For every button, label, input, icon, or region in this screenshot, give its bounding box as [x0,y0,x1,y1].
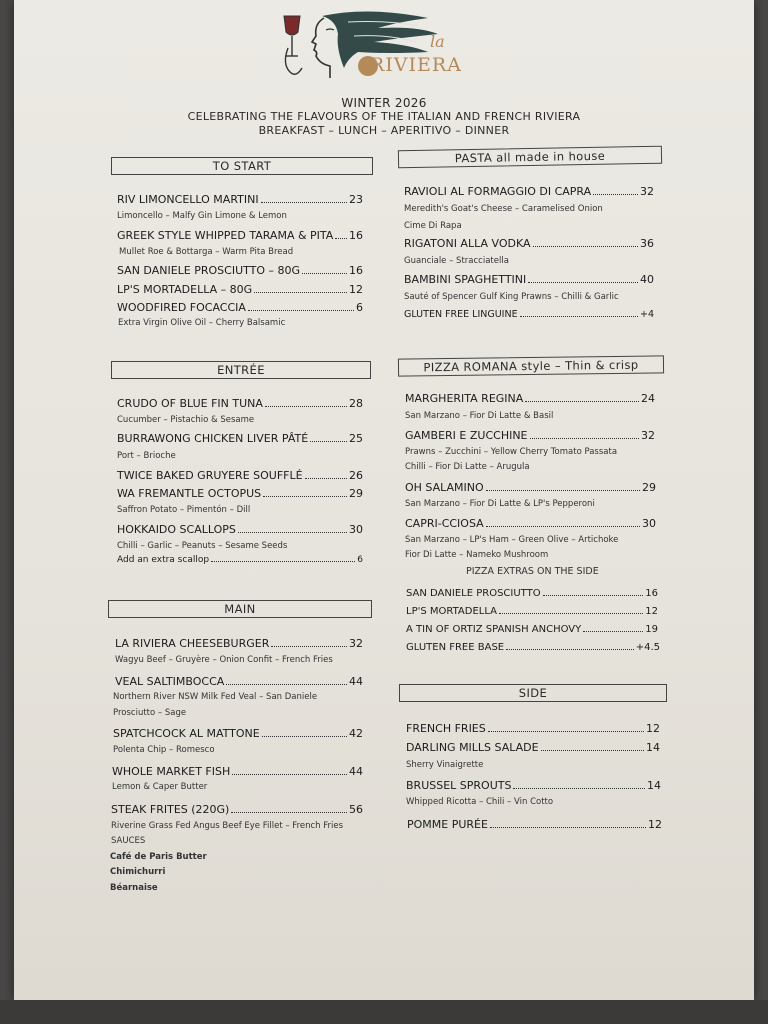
menu-item: RIV LIMONCELLO MARTINI 23 [117,193,363,206]
item-description: Guanciale – Stracciatella [404,256,509,266]
menu-item: BRUSSEL SPROUTS 14 [406,779,661,792]
menu-item: LA RIVIERA CHEESEBURGER 32 [115,637,363,650]
sauces-label: SAUCES [111,836,146,846]
item-description: Fior Di Latte – Nameko Mushroom [405,550,549,560]
menu-item: WHOLE MARKET FISH 44 [112,765,363,778]
menu-item: STEAK FRITES (220G) 56 [111,803,363,816]
item-description: Chilli – Garlic – Peanuts – Sesame Seeds [117,541,288,551]
menu-item: MARGHERITA REGINA 24 [405,392,655,405]
menu-item: GLUTEN FREE LINGUINE +4 [404,309,654,320]
item-description: Sauté of Spencer Gulf King Prawns – Chilli & Garlic [404,292,619,302]
section-pasta: PASTA all made in house [398,146,662,169]
menu-item: VEAL SALTIMBOCCA 44 [115,675,363,688]
item-description: San Marzano – Fior Di Latte & Basil [405,411,554,421]
section-entree: ENTRÉE [111,361,371,379]
menu-item: SPATCHCOCK AL MATTONE 42 [113,727,363,740]
logo-brand-text: RIVIERA [370,54,462,76]
menu-item: GREEK STYLE WHIPPED TARAMA & PITA 16 [117,229,363,242]
menu-item: LP'S MORTADELLA – 80G 12 [117,283,363,296]
item-description: Riverine Grass Fed Angus Beef Eye Fillet – French Fries [111,821,344,831]
pizza-extras-label: PIZZA EXTRAS ON THE SIDE [466,566,599,577]
section-pizza: PIZZA ROMANA style – Thin & crisp [398,355,664,376]
menu-item: POMME PURÉE 12 [407,818,662,831]
item-description: Port – Brioche [117,451,176,461]
item-description: Limoncello – Malfy Gin Limone & Lemon [117,211,287,221]
item-description: Extra Virgin Olive Oil – Cherry Balsamic [118,318,286,328]
item-description: Whipped Ricotta – Chili – Vin Cotto [406,797,554,807]
item-description: Northern River NSW Milk Fed Veal – San Daniele [113,692,318,702]
item-description: Cucumber – Pistachio & Sesame [117,415,255,425]
menu-item: OH SALAMINO 29 [405,481,656,494]
item-description: Chilli – Fior Di Latte – Arugula [405,462,530,472]
menu-item: CRUDO OF BLUE FIN TUNA 28 [117,397,363,410]
menu-item: FRENCH FRIES 12 [406,722,660,735]
item-description: Cime Di Rapa [404,221,462,231]
menu-item: SAN DANIELE PROSCIUTTO – 80G 16 [117,264,363,277]
table-surface [0,1000,768,1024]
season-title: WINTER 2026 [341,96,427,110]
section-side: SIDE [399,684,667,702]
menu-item: LP'S MORTADELLA 12 [406,606,658,617]
item-description: San Marzano – LP's Ham – Green Olive – Artichoke [405,535,619,545]
menu-item: TWICE BAKED GRUYERE SOUFFLÉ 26 [117,469,363,482]
logo-la-text: la [430,32,445,51]
item-description: Prosciutto – Sage [113,708,187,718]
menu-item: Add an extra scallop 6 [117,555,363,565]
sauce-item: Béarnaise [110,883,158,893]
services-line: BREAKFAST – LUNCH – APERITIVO – DINNER [258,124,510,137]
sauce-item: Chimichurri [110,867,166,877]
item-description: Saffron Potato – Pimentón – Dill [117,505,251,515]
menu-item: RAVIOLI AL FORMAGGIO DI CAPRA 32 [404,185,654,198]
menu-item: SAN DANIELE PROSCIUTTO 16 [406,588,658,599]
menu-item: GLUTEN FREE BASE +4.5 [406,642,660,653]
sauce-item: Café de Paris Butter [110,852,207,862]
item-description: San Marzano – Fior Di Latte & LP's Pepperoni [405,499,595,509]
item-description: Wagyu Beef – Gruyère – Onion Confit – French Fries [115,655,333,665]
menu-item: DARLING MILLS SALADE 14 [406,741,660,754]
menu-item: WA FREMANTLE OCTOPUS 29 [117,487,363,500]
menu-item: WOODFIRED FOCACCIA 6 [117,301,363,314]
menu-item: RIGATONI ALLA VODKA 36 [404,237,654,250]
menu-item: CAPRI-CCIOSA 30 [405,517,656,530]
menu-item: HOKKAIDO SCALLOPS 30 [117,523,363,536]
item-description: Polenta Chip – Romesco [113,745,215,755]
menu-item: BAMBINI SPAGHETTINI 40 [404,273,654,286]
item-description: Sherry Vinaigrette [406,760,484,770]
item-description: Lemon & Caper Butter [112,782,208,792]
tagline: CELEBRATING THE FLAVOURS OF THE ITALIAN AND FRENCH RIVIERA [187,110,581,123]
menu-item: GAMBERI E ZUCCHINE 32 [405,429,655,442]
section-to-start: TO START [111,157,373,175]
menu-item: A TIN OF ORTIZ SPANISH ANCHOVY 19 [406,624,658,635]
menu-item: BURRAWONG CHICKEN LIVER PÂTÉ 25 [117,432,363,445]
item-description: Mullet Roe & Bottarga – Warm Pita Bread [119,247,294,257]
item-description: Meredith's Goat's Cheese – Caramelised Onion [404,204,603,214]
item-description: Prawns – Zucchini – Yellow Cherry Tomato Passata [405,447,618,457]
section-main: MAIN [108,600,372,618]
